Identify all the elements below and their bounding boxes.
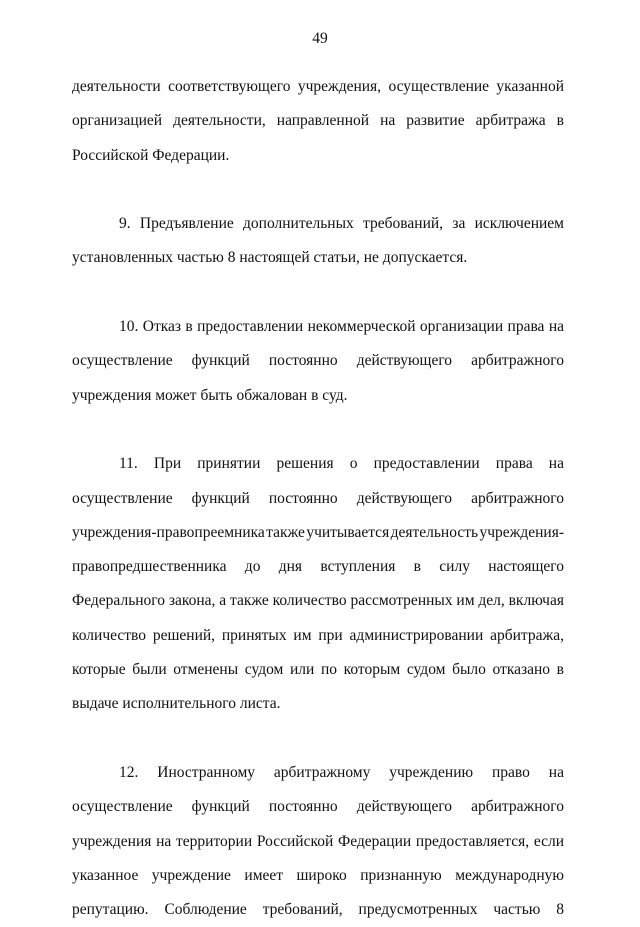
paragraph-gap bbox=[72, 413, 564, 447]
text-line: организацией деятельности, направленной на развитие арбитража в bbox=[72, 112, 564, 130]
text-line: которые были отменены судом или по которым судом было отказано в bbox=[72, 661, 564, 679]
text-line: осуществление функций постоянно действующего арбитражного bbox=[72, 798, 564, 816]
text-line: количество решений, принятых им при администрировании арбитража, bbox=[72, 626, 564, 644]
text-line: осуществление функций постоянно действующего арбитражного bbox=[72, 352, 564, 370]
paragraph-10 bbox=[72, 310, 564, 413]
text-line: 12. Иностранному арбитражному учреждению право на bbox=[119, 763, 564, 781]
text-line: учреждения может быть обжалован в суд. bbox=[72, 386, 348, 404]
paragraph-9 bbox=[72, 207, 564, 276]
text-line: учреждения-правопреемника также учитывается деятельность учреждения- bbox=[72, 523, 564, 541]
text-line: правопредшественника до дня вступления в силу настоящего bbox=[72, 558, 564, 576]
text-line: репутацию. Соблюдение требований, предусмотренных частью 8 bbox=[72, 901, 564, 919]
paragraph-gap bbox=[72, 173, 564, 207]
text-line: Российской Федерации. bbox=[72, 146, 230, 164]
document-body bbox=[72, 70, 564, 927]
text-line: 9. Предъявление дополнительных требований, за исключением bbox=[119, 215, 564, 233]
text-line: учреждения на территории Российской Федерации предоставляется, если bbox=[72, 832, 564, 850]
text-line: 11. При принятии решения о предоставлении права на bbox=[119, 455, 564, 473]
paragraph-11 bbox=[72, 447, 564, 721]
text-line: деятельности соответствующего учреждения, осуществление указанной bbox=[72, 78, 564, 95]
text-line: Федерального закона, а также количество рассмотренных им дел, включая bbox=[72, 592, 564, 610]
text-line: 10. Отказ в предоставлении некоммерческой организации права на bbox=[119, 318, 564, 336]
text-line: осуществление функций постоянно действующего арбитражного bbox=[72, 489, 564, 507]
text-line: установленных частью 8 настоящей статьи, не допускается. bbox=[72, 249, 468, 267]
paragraph-12 bbox=[72, 756, 564, 927]
page-number: 49 bbox=[312, 30, 328, 47]
paragraph-gap bbox=[72, 722, 564, 756]
paragraph-gap bbox=[72, 276, 564, 310]
text-line: указанное учреждение имеет широко признанную международную bbox=[72, 866, 564, 884]
text-line: выдаче исполнительного листа. bbox=[72, 695, 281, 713]
paragraph-continuation bbox=[72, 70, 564, 173]
